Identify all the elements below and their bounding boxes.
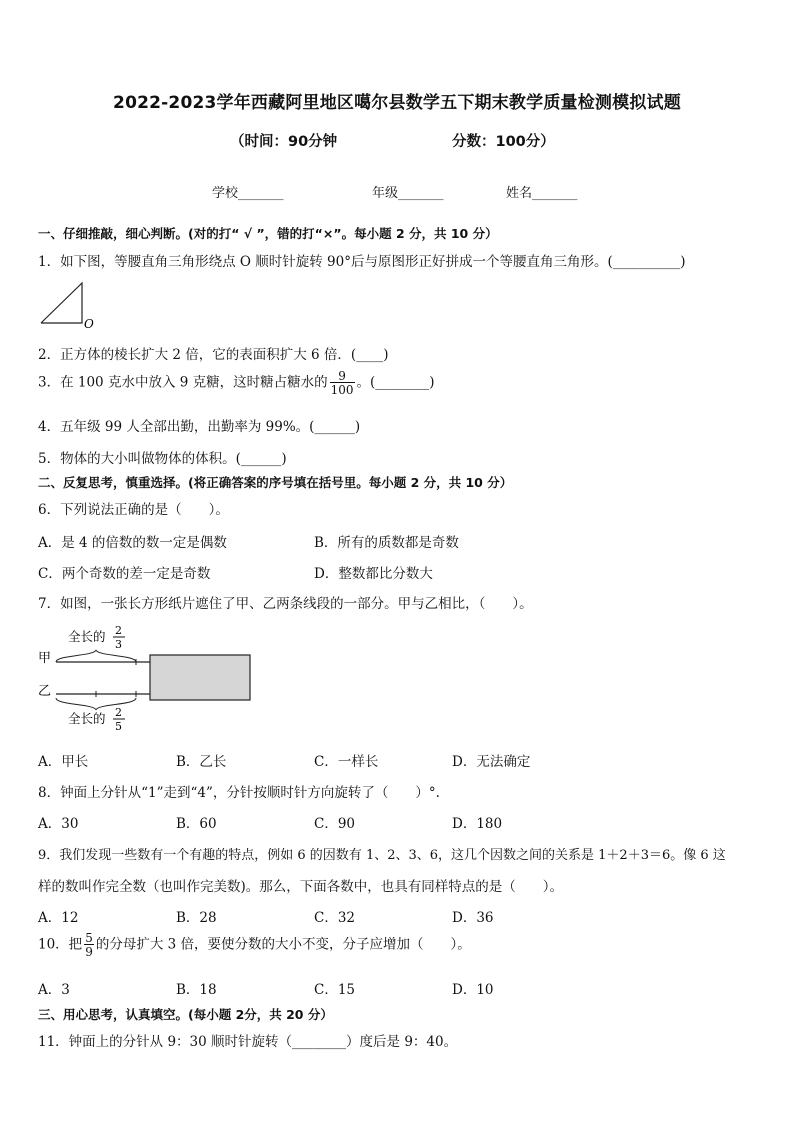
q9-option-c: C．32 — [314, 910, 356, 926]
q7-option-d: D．无法确定 — [452, 754, 531, 770]
grade-field: 年级_______ — [372, 186, 444, 201]
q7-option-a: A．甲长 — [38, 754, 89, 770]
q6-option-d: D．整数都比分数大 — [314, 566, 433, 582]
top-label: 全长的 — [68, 629, 106, 644]
q6-option-b: B．所有的质数都是奇数 — [314, 535, 459, 551]
fraction-9-100: $\frac{9}{100}$ — [330, 369, 354, 397]
question-8: 8．钟面上分针从“1”走到“4”，分针按顺时针方向旋转了（ ）°. — [38, 785, 440, 801]
section-3-heading: 三、用心思考，认真填空。(每小题 2分，共 20 分） — [38, 1007, 333, 1022]
segments-figure — [36, 622, 258, 734]
question-3 — [38, 370, 435, 396]
q8-option-b: B．60 — [176, 816, 217, 832]
question-5: 5．物体的大小叫做物体的体积。(______) — [38, 451, 287, 467]
section-2-heading: 二、反复思考，慎重选择。(将正确答案的序号填在括号里。每小题 2 分，共 10 分） — [38, 475, 513, 490]
question-11: 11．钟面上的分针从 9：30 顺时针旋转（________）度后是 9：40。 — [38, 1034, 458, 1050]
exam-time: （时间：90分钟 — [230, 134, 338, 150]
q7-option-b: B．乙长 — [176, 754, 227, 770]
top-frac-num: 2 — [115, 624, 122, 637]
point-o-label: O — [84, 317, 94, 330]
page-title: 2022-2023学年西藏阿里地区噶尔县数学五下期末教学质量检测模拟试题 — [113, 93, 681, 113]
question-10-post: 的分母扩大 3 倍，要使分数的大小不变，分子应增加（ ）。 — [95, 936, 471, 953]
top-frac-den: 3 — [115, 638, 122, 651]
question-10-pre: 10．把 — [38, 936, 83, 953]
bottom-frac-den: 5 — [115, 720, 122, 733]
q7-option-c: C．一样长 — [314, 754, 379, 770]
question-3-text: 3．在 100 克水中放入 9 克糖，这时糖占糖水的 — [38, 374, 328, 391]
paper-rectangle — [150, 655, 250, 700]
question-3-blank: 。(________) — [356, 374, 435, 391]
question-9-line-1: 9．我们发现一些数有一个有趣的特点，例如 6 的因数有 1、2、3、6，这几个因数之间的关系是 1＋2＋3＝6。像 6 这 — [38, 848, 726, 863]
q8-option-c: C．90 — [314, 816, 356, 832]
q10-option-b: B．18 — [176, 982, 217, 998]
question-1: 1．如下图，等腰直角三角形绕点 O 顺时针旋转 90°后与原图形正好拼成一个等腰直角三角形。(__________) — [38, 254, 686, 270]
question-7: 7．如图，一张长方形纸片遮住了甲、乙两条线段的一部分。甲与乙相比，（ ）。 — [38, 596, 533, 612]
question-4: 4．五年级 99 人全部出勤，出勤率为 99%。(______) — [38, 419, 361, 435]
q6-option-c: C．两个奇数的差一定是奇数 — [38, 566, 211, 582]
question-9-line-2: 样的数叫作完全数（也叫作完美数)。那么，下面各数中，也具有同样特点的是（ ）。 — [38, 879, 564, 895]
question-2: 2．正方体的棱长扩大 2 倍，它的表面积扩大 6 倍．(____) — [38, 347, 389, 363]
q8-option-d: D．180 — [452, 816, 503, 832]
q9-option-a: A．12 — [38, 910, 79, 926]
section-1-heading: 一、仔细推敲，细心判断。(对的打“ √ ”，错的打“×”。每小题 2 分，共 10 分） — [38, 226, 498, 241]
yi-label: 乙 — [38, 684, 52, 699]
name-field: 姓名_______ — [506, 186, 578, 201]
jia-label: 甲 — [38, 651, 52, 666]
question-10 — [38, 932, 471, 958]
q9-option-d: D．36 — [452, 910, 494, 926]
bottom-label: 全长的 — [68, 711, 106, 726]
q6-option-a: A．是 4 的倍数的数一定是偶数 — [38, 535, 227, 551]
q9-option-b: B．28 — [176, 910, 217, 926]
school-field: 学校_______ — [212, 186, 284, 201]
fraction-5-9: $\frac{5}{9}$ — [85, 931, 93, 959]
q10-option-c: C．15 — [314, 982, 356, 998]
triangle-figure — [38, 280, 98, 330]
q8-option-a: A．30 — [38, 816, 79, 832]
q10-option-d: D．10 — [452, 982, 494, 998]
q10-option-a: A．3 — [38, 982, 70, 998]
bottom-frac-num: 2 — [115, 706, 122, 719]
question-6: 6．下列说法正确的是（ ）。 — [38, 502, 229, 518]
exam-score: 分数：100分） — [452, 134, 555, 150]
